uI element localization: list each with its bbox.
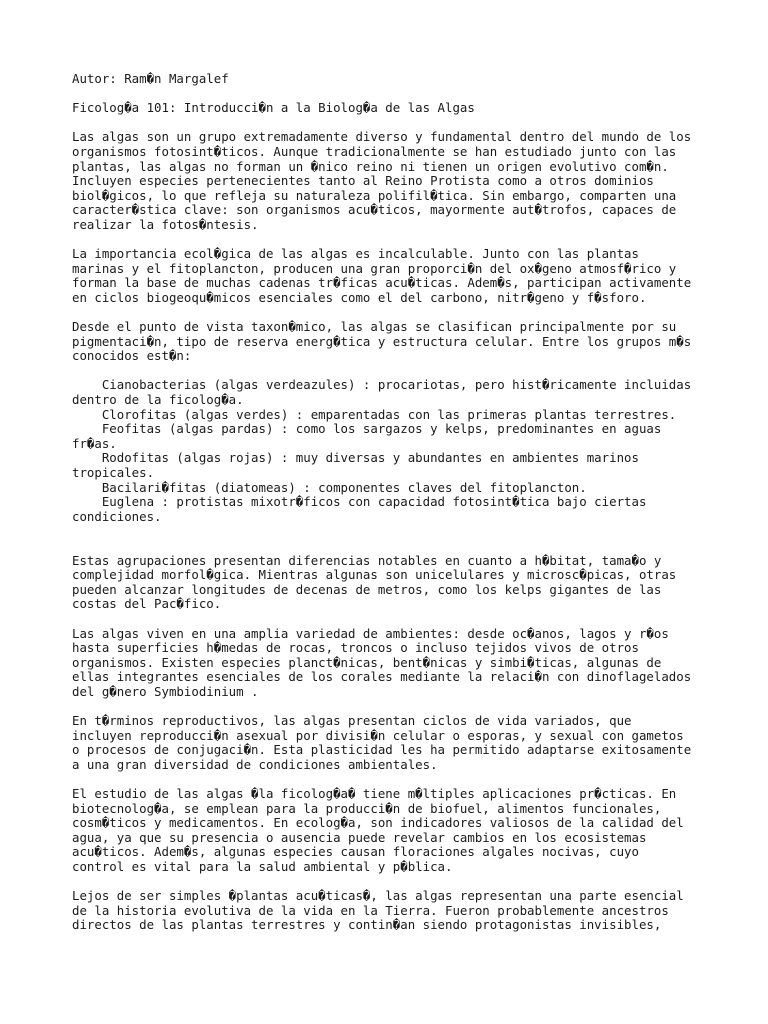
text-line: organismos fotosint�ticos. Aunque tradicionalmente se han estudiado junto con las (72, 143, 677, 159)
text-line: pueden alcanzar longitudes de decenas de metros, como los kelps gigantes de las (72, 581, 662, 597)
paragraph-conclusion (72, 889, 700, 933)
text-line: complejidad morfol�gica. Mientras algunas son unicelulares y microsc�picas, otras (72, 567, 677, 583)
text-line: ellas integrantes esenciales de los corales mediante la relaci�n con dinoflagelados (72, 669, 692, 685)
text-line: forman la base de muchas cadenas tr�ficas acu�ticas. Adem�s, participan activamente (72, 275, 692, 291)
paragraph-habitats (72, 627, 700, 700)
paragraph-intro (72, 130, 700, 232)
text-line: biol�gicos, lo que refleja su naturaleza polifil�tica. Sin embargo, comparten una (72, 187, 677, 203)
list-item: Clorofitas (algas verdes) : emparentadas con las primeras plantas terrestres. (72, 406, 677, 422)
text-line: biotecnolog�a, se emplean para la producci�n de biofuel, alimentos funcionales, (72, 800, 662, 816)
text-line: del g�nero Symbiodinium . (72, 683, 259, 699)
text-line: organismos. Existen especies planct�nicas, bent�nicas y simbi�ticas, algunas de (72, 654, 662, 670)
text-line: agua, ya que su presencia o ausencia puede revelar cambios en los ecosistemas (72, 829, 647, 845)
text-line: o procesos de conjugaci�n. Esta plasticidad les ha permitido adaptarse exitosamente (72, 742, 692, 758)
list-item: tropicales. (72, 465, 155, 481)
spacer (72, 524, 700, 553)
text-line: El estudio de las algas �la ficolog�a� tiene m�ltiples aplicaciones pr�cticas. En (72, 786, 677, 802)
text-line: marinas y el fitoplancton, producen una gran proporci�n del ox�geno atmosf�rico y (72, 260, 677, 276)
text-line: La importancia ecol�gica de las algas es incalculable. Junto con las plantas (72, 246, 639, 262)
document-page (72, 72, 700, 933)
text-line: pigmentaci�n, tipo de reserva energ�tica y estructura celular. Entre los grupos m�s (72, 333, 692, 349)
text-line: Incluyen especies pertenecientes tanto al Reino Protista como a otros dominios (72, 173, 654, 189)
text-line: hasta superficies h�medas de rocas, troncos o incluso tejidos vivos de otros (72, 640, 639, 656)
text-line: Estas agrupaciones presentan diferencias notables en cuanto a h�bitat, tama�o y (72, 552, 662, 568)
text-line: cosm�ticos y medicamentos. En ecolog�a, son indicadores valiosos de la calidad del (72, 815, 684, 831)
spacer (72, 364, 700, 379)
spacer (72, 612, 700, 627)
paragraph-ecology (72, 247, 700, 305)
spacer (72, 116, 700, 131)
spacer (72, 306, 700, 321)
spacer (72, 700, 700, 715)
list-item: dentro de la ficolog�a. (72, 392, 244, 408)
text-line: plantas, las algas no forman un �nico reino ni tienen un origen evolutivo com�n. (72, 158, 669, 174)
paragraph-applications (72, 787, 700, 875)
spacer (72, 233, 700, 248)
text-line: conocidos est�n: (72, 348, 192, 364)
text-line: control es vital para la salud ambiental y p�blica. (72, 859, 453, 875)
text-line: acu�ticos. Adem�s, algunas especies causan floraciones algales nocivas, cuyo (72, 844, 639, 860)
document-title: Ficolog�a 101: Introducci�n a la Biolog�a de las Algas (72, 100, 475, 116)
paragraph-taxonomy (72, 320, 700, 364)
text-line: directos de las plantas terrestres y contin�an siendo protagonistas invisibles, (72, 917, 662, 933)
list-item: Feofitas (algas pardas) : como los sargazos y kelps, predominantes en aguas (72, 421, 662, 437)
text-line: Desde el punto de vista taxon�mico, las algas se clasifican principalmente por su (72, 319, 677, 335)
group-list (72, 378, 700, 524)
paragraph-diversity (72, 554, 700, 612)
list-item: fr�as. (72, 435, 117, 451)
spacer (72, 773, 700, 788)
text-line: Las algas viven en una amplia variedad de ambientes: desde oc�anos, lagos y r�os (72, 625, 669, 641)
list-item: Rodofitas (algas rojas) : muy diversas y abundantes en ambientes marinos (72, 450, 639, 466)
list-item: Euglena : protistas mixotr�ficos con capacidad fotosint�tica bajo ciertas (72, 494, 647, 510)
text-line: de la historia evolutiva de la vida en la Tierra. Fueron probablemente ancestros (72, 902, 669, 918)
list-item: Bacilari�fitas (diatomeas) : componentes claves del fitoplancton. (72, 479, 587, 495)
spacer (72, 875, 700, 890)
text-line: En t�rminos reproductivos, las algas presentan ciclos de vida variados, que (72, 713, 632, 729)
author-line: Autor: Ram�n Margalef (72, 71, 229, 86)
text-line: Lejos de ser simples �plantas acu�ticas�, las algas representan una parte esencial (72, 888, 684, 904)
text-line: incluyen reproducci�n asexual por divisi�n celular o esporas, y sexual con gametos (72, 727, 684, 743)
list-item: condiciones. (72, 508, 162, 524)
spacer (72, 87, 700, 102)
paragraph-reproduction (72, 714, 700, 772)
text-line: a una gran diversidad de condiciones ambientales. (72, 756, 438, 772)
text-line: costas del Pac�fico. (72, 596, 222, 612)
text-line: caracter�stica clave: son organismos acu�ticos, mayormente aut�trofos, capaces de (72, 202, 677, 218)
list-item: Cianobacterias (algas verdeazules) : procariotas, pero hist�ricamente incluidas (72, 377, 692, 393)
text-line: Las algas son un grupo extremadamente diverso y fundamental dentro del mundo de los (72, 129, 692, 145)
text-line: realizar la fotos�ntesis. (72, 216, 259, 232)
text-line: en ciclos biogeoqu�micos esenciales como el del carbono, nitr�geno y f�sforo. (72, 289, 647, 305)
